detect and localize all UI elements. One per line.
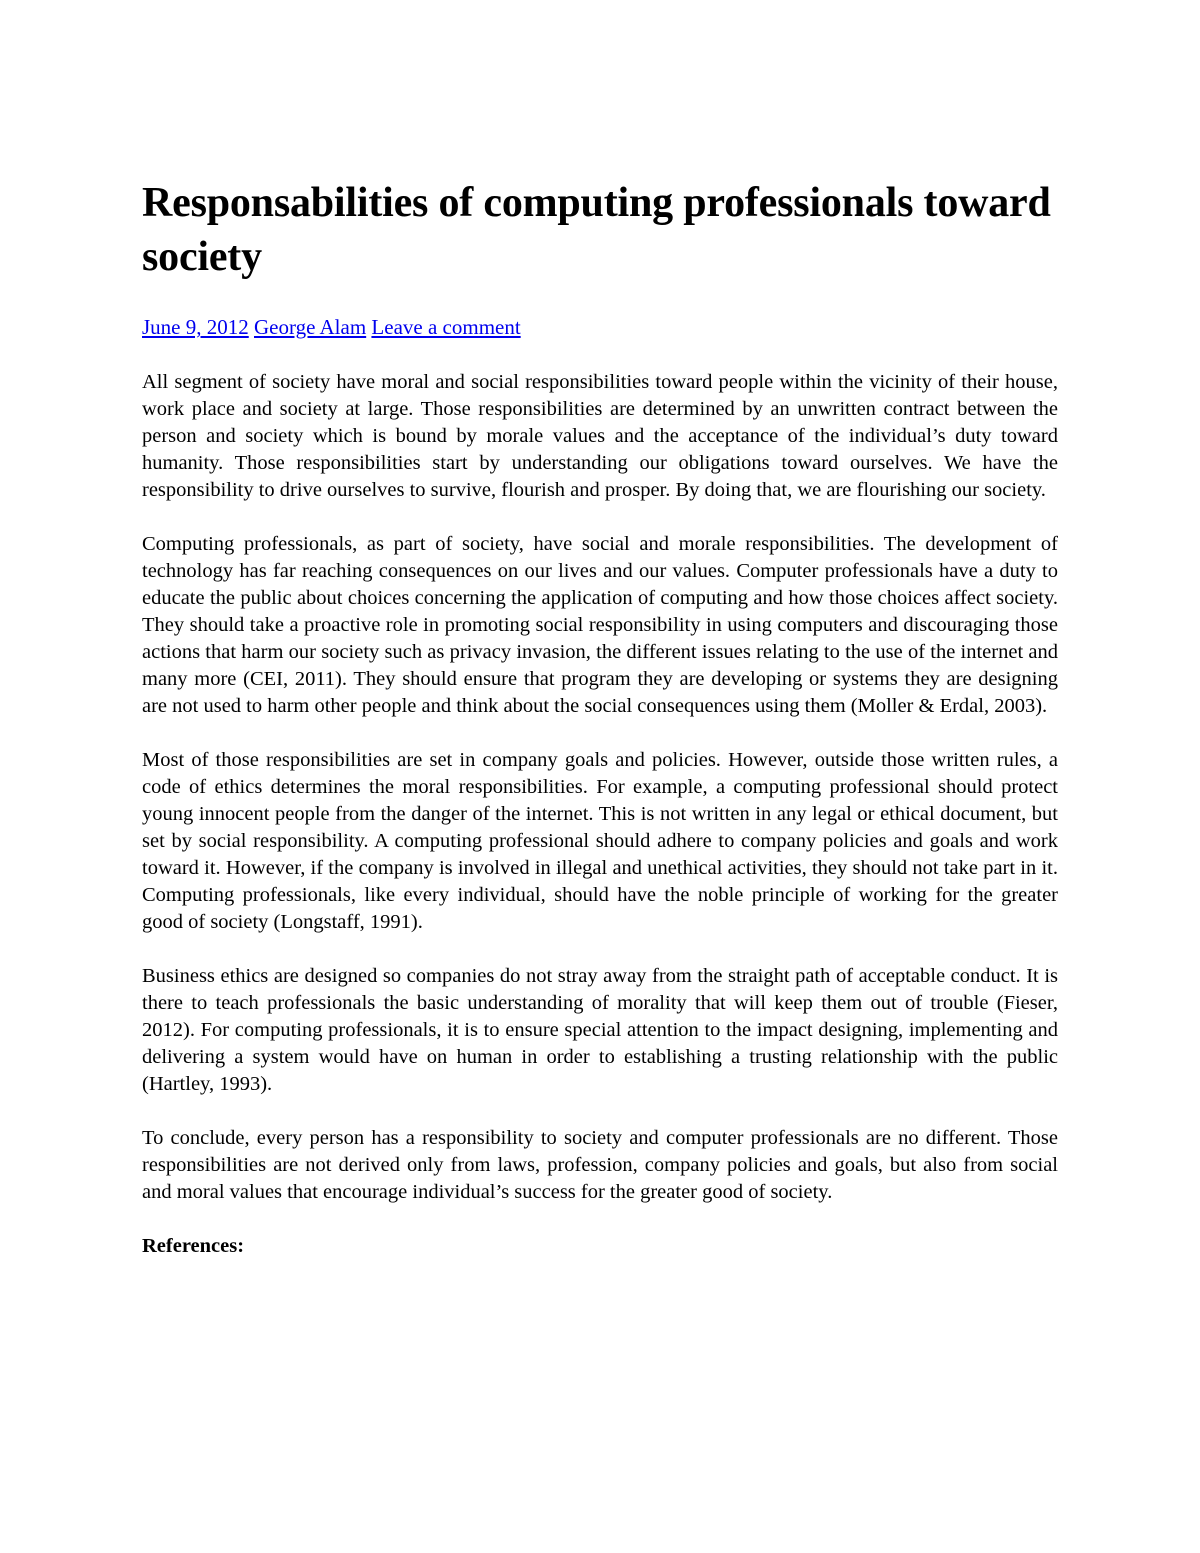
paragraph: Business ethics are designed so companies do not stray away from the straight path of acceptable conduct. It is there to teach professionals the basic understanding of morality that will keep them out of trouble (Fieser, 2012). For computing professionals, it is to ensure special attention to the impact designing, implementing and delivering a system would have on human in order to establishing a trusting relationship with the public (Hartley, 1993). — [142, 965, 1058, 1095]
author-link[interactable]: George Alam — [254, 315, 367, 339]
paragraph: All segment of society have moral and social responsibilities toward people within the vicinity of their house, work place and society at large. Those responsibilities are determined by an unwritten contract between the person and society which is bound by morale values and the acceptance of the individual’s duty toward humanity. Those responsibilities start by understanding our obligations toward ourselves. We have the responsibility to drive ourselves to survive, flourish and prosper. By doing that, we are flourishing our society. — [142, 371, 1058, 501]
paragraph: To conclude, every person has a responsibility to society and computer professionals are no different. Those responsibilities are not derived only from laws, profession, company policies and goals, but also from social and moral values that encourage individual’s success for the greater good of society. — [142, 1127, 1058, 1203]
leave-comment-link[interactable]: Leave a comment — [371, 315, 521, 339]
paragraph: Most of those responsibilities are set in company goals and policies. However, outside those written rules, a code of ethics determines the moral responsibilities. For example, a computing professional should protect young innocent people from the danger of the internet. This is not written in any legal or ethical document, but set by social responsibility. A computing professional should adhere to company policies and goals and work toward it. However, if the company is involved in illegal and unethical activities, they should not take part in it. Computing professionals, like every individual, should have the noble principle of working for the greater good of society (Longstaff, 1991). — [142, 749, 1058, 933]
references-heading: References: — [142, 1235, 245, 1257]
article-meta — [142, 314, 1058, 341]
paragraph: Computing professionals, as part of society, have social and morale responsibilities. The development of technology has far reaching consequences on our lives and our values. Computer professionals have a duty to educate the public about choices concerning the application of computing and how those choices affect society. They should take a proactive role in promoting social responsibility in using computers and discouraging those actions that harm our society such as privacy invasion, the different issues relating to the use of the internet and many more (CEI, 2011). They should ensure that program they are developing or systems they are designing are not used to harm other people and think about the social consequences using them (Moller & Erdal, 2003). — [142, 533, 1058, 717]
article-body — [142, 369, 1058, 1206]
document-page — [142, 176, 1058, 1260]
article-title: Responsabilities of computing professionals toward society — [142, 180, 1051, 280]
date-link[interactable]: June 9, 2012 — [142, 315, 249, 339]
